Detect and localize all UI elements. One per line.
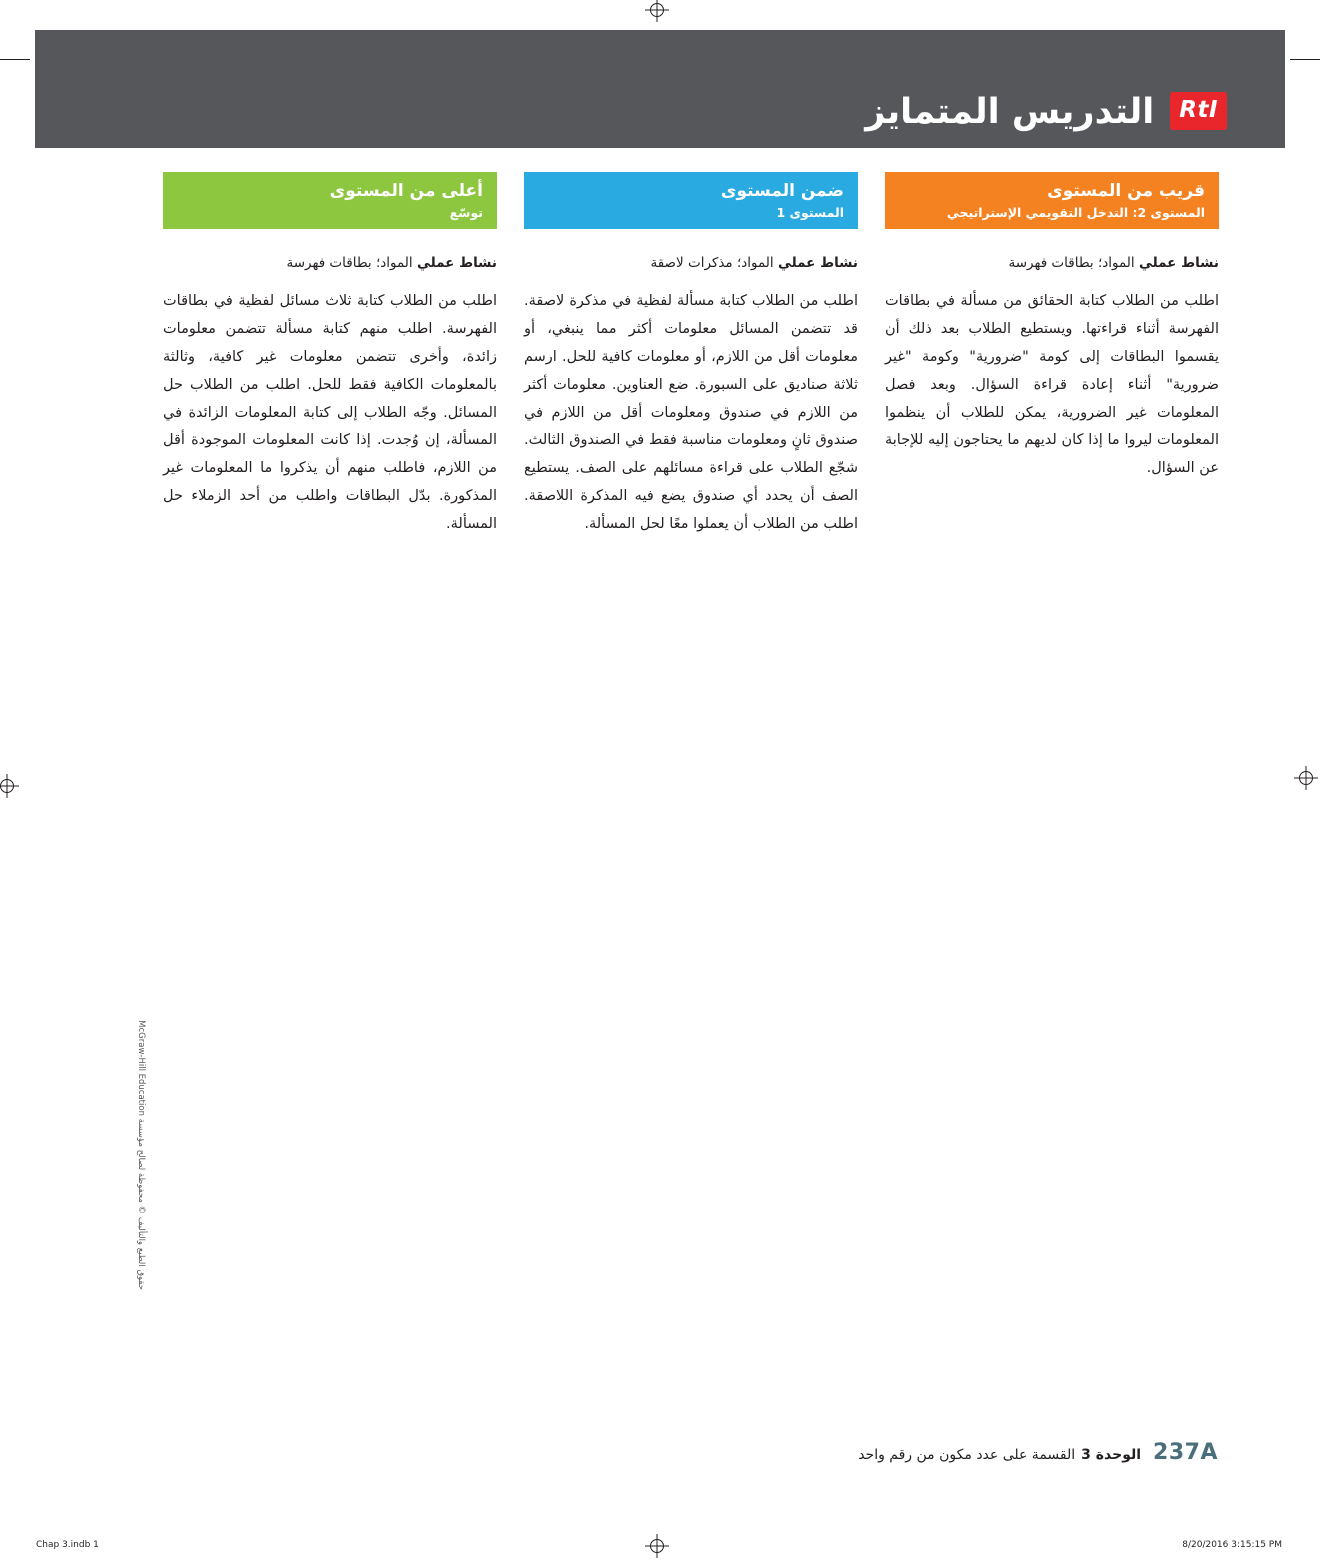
unit-line [858, 1447, 1141, 1463]
page-footer [858, 1440, 1218, 1465]
trim-mark [1290, 59, 1320, 60]
registration-mark-icon [645, 0, 669, 22]
activity-paragraph: اطلب من الطلاب كتابة الحقائق من مسألة في بطاقات الفهرسة أثناء قراءتها. ويستطيع الطلاب بعد ذلك أن يقسموا البطاقات إلى كومة "ضرورية" وكومة "غير ضرورية" أثناء إعادة قراءة السؤال. وبعد فصل المعلومات غير الضرورية، يمكن للطلاب أن ينظموا المعلومات ليروا ما إذا كان لديهم ما يحتاجون إليه للإجابة عن السؤال. [885, 293, 1219, 477]
registration-mark-icon [1294, 766, 1318, 790]
materials-line [163, 253, 497, 273]
page-header-band [35, 30, 1285, 148]
column-subtitle: المستوى 2: التدخل التقويمي الإستراتيجي [946, 205, 1205, 221]
registration-mark-icon [645, 1534, 669, 1558]
column-subtitle: توسّع [449, 205, 483, 221]
registration-mark-icon [0, 774, 19, 798]
page-number: 237A [1153, 1440, 1218, 1465]
column-beyond-level [163, 172, 497, 539]
column-title: قريب من المستوى [1047, 181, 1205, 201]
page-title: التدريس المتمايز [865, 92, 1155, 132]
activity-label: نشاط عملي [1138, 255, 1219, 271]
materials-text: المواد؛ بطاقات فهرسة [286, 255, 413, 271]
column-title: ضمن المستوى [720, 181, 844, 201]
column-header-on-level [524, 172, 858, 229]
print-file-name: Chap 3.indb 1 [36, 1540, 99, 1550]
activity-paragraph: اطلب من الطلاب كتابة مسألة لفظية في مذكرة لاصقة. قد تتضمن المسائل معلومات أكثر مما ينبغي، أو معلومات أقل من اللازم، أو معلومات كافية للحل. ارسم ثلاثة صناديق على السبورة. ضع العناوين. معلومات أكثر من اللازم في صندوق ومعلومات أقل من اللازم في صندوق ثانٍ ومعلومات مناسبة فقط في الصندوق الثالث. شجّع الطلاب على قراءة مسائلهم على الصف. يستطيع الصف أن يحدد أي صندوق يضع فيه المذكرة اللاصقة. اطلب من الطلاب أن يعملوا معًا لحل المسألة. [524, 293, 858, 532]
differentiation-columns [163, 172, 1219, 539]
copyright-notice: حقوق الطبع والتأليف © محفوظة لصالح مؤسسة McGraw-Hill Education [136, 1020, 146, 1290]
activity-label: نشاط عملي [777, 255, 858, 271]
column-header-beyond [163, 172, 497, 229]
activity-paragraph: اطلب من الطلاب كتابة ثلاث مسائل لفظية في بطاقات الفهرسة. اطلب منهم كتابة مسألة تتضمن معلومات زائدة، وأخرى تتضمن معلومات غير كافية، وثالثة بالمعلومات الكافية فقط للحل. اطلب من الطلاب حل المسائل. وجّه الطلاب إلى كتابة المعلومات الزائدة في المسألة، إن وُجدت. إذا كانت المعلومات الموجودة أقل من اللازم، فاطلب منهم أن يذكروا ما المعلومات غير المذكورة. بدّل البطاقات واطلب من أحد الزملاء حل المسألة. [163, 293, 497, 532]
column-title: أعلى من المستوى [329, 181, 483, 201]
trim-mark [0, 59, 30, 60]
unit-label: الوحدة 3 [1081, 1447, 1142, 1463]
materials-line [885, 253, 1219, 273]
activity-label: نشاط عملي [416, 255, 497, 271]
materials-line [524, 253, 858, 273]
materials-text: المواد؛ بطاقات فهرسة [1008, 255, 1135, 271]
column-on-level [524, 172, 858, 539]
materials-text: المواد؛ مذكرات لاصقة [650, 255, 774, 271]
column-approaching-level [885, 172, 1219, 539]
print-timestamp: 8/20/2016 3:15:15 PM [1182, 1540, 1282, 1550]
column-header-approaching [885, 172, 1219, 229]
unit-title: القسمة على عدد مكون من رقم واحد [858, 1447, 1076, 1463]
column-subtitle: المستوى 1 [776, 205, 844, 221]
rti-logo: RtI [1170, 92, 1227, 130]
